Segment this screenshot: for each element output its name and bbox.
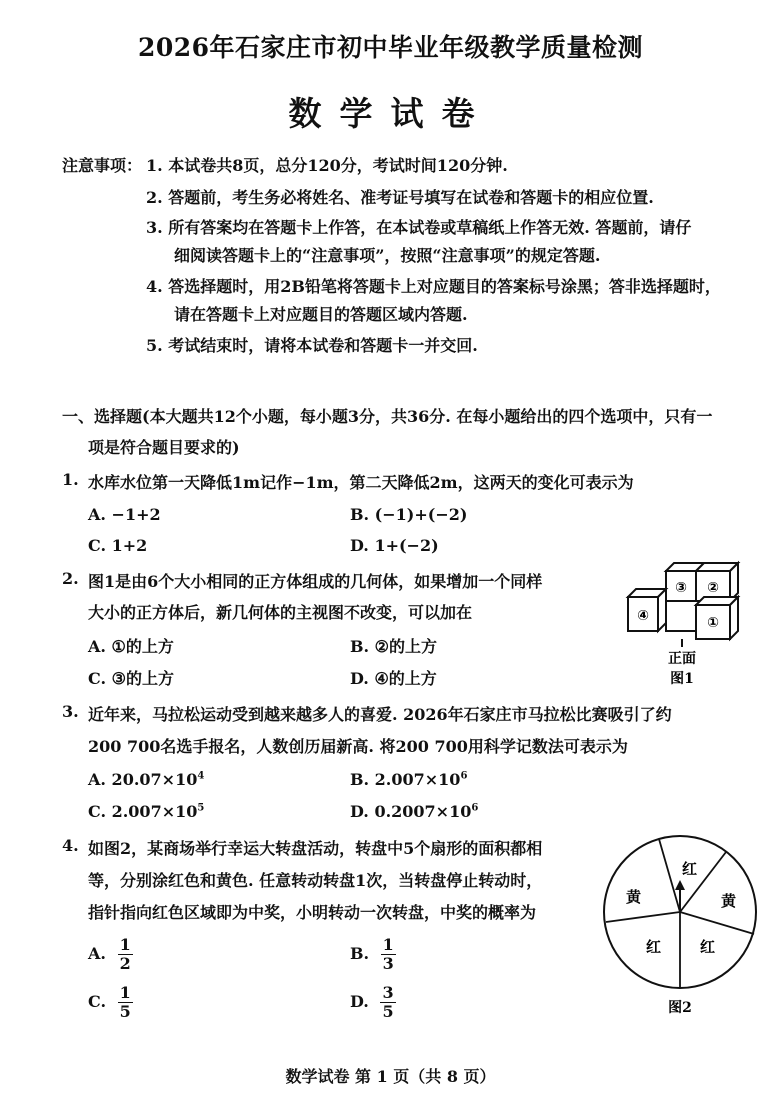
option-d: D. ④的上方 [350, 669, 437, 688]
fraction: $\frac{1}{3}$ [382, 935, 394, 973]
sector-label: 黄 [721, 892, 737, 910]
option-d: D. $0.2007\times 10^6$ [350, 802, 479, 821]
fraction: $\frac{1}{5}$ [119, 983, 131, 1021]
exam-subtitle: 数学试卷 [288, 94, 493, 133]
figure-caption: 图1 [670, 671, 694, 687]
sector-label: 红 [682, 860, 698, 878]
question-text: 如图2，某商场举行幸运大转盘活动，转盘中5个扇形的面积都相 [88, 839, 543, 858]
option-a: A. $20.07\times 10^4$ [88, 770, 205, 789]
question-number: 2. [62, 569, 79, 588]
notice-item: 2. 答题前，考生务必将姓名、准考证号填写在试卷和答题卡的相应位置. [146, 188, 654, 207]
figure-2-spinner [598, 834, 768, 1024]
option-b: B. $\frac{1}{3}$ [350, 935, 394, 973]
notice-item: 4. 答选择题时，用2B铅笔将答题卡上对应题目的答案标号涂黑；答非选择题时， [146, 277, 721, 296]
sector-label: 红 [646, 938, 662, 956]
question-text: 图1是由6个大小相同的正方体组成的几何体，如果增加一个同样 [88, 572, 543, 591]
option-b: B. ②的上方 [350, 637, 438, 656]
question-text: 200 700名选手报名，人数创历届新高. 将200 700用科学记数法可表示为 [88, 737, 628, 756]
notice-label: 注意事项： [62, 156, 143, 175]
figure-caption: 图2 [668, 1000, 692, 1016]
fraction: $\frac{3}{5}$ [382, 983, 394, 1021]
cube-label: ① [707, 615, 719, 631]
cube-label: ② [707, 580, 719, 596]
figure-1-cubes [622, 557, 772, 692]
option-c: C. 1+2 [88, 536, 148, 555]
option-c: C. $\frac{1}{5}$ [88, 983, 131, 1021]
option-a: A. −1+2 [88, 505, 161, 524]
option-d: D. 1+(−2) [350, 536, 439, 555]
cube-label: ④ [637, 608, 649, 624]
notice-item: 细阅读答题卡上的“注意事项”，按照“注意事项”的规定答题. [174, 246, 601, 265]
question-text: 水库水位第一天降低1m记作−1m，第二天降低2m，这两天的变化可表示为 [88, 473, 634, 492]
cube-label: ③ [675, 580, 687, 596]
sector-label: 红 [700, 938, 716, 956]
question-text: 指针指向红色区域即为中奖，小明转动一次转盘，中奖的概率为 [88, 903, 537, 922]
question-text: 近年来，马拉松运动受到越来越多人的喜爱. 2026年石家庄市马拉松比赛吸引了约 [88, 705, 672, 724]
notice-item: 3. 所有答案均在答题卡上作答，在本试卷或草稿纸上作答无效. 答题前，请仔 [146, 218, 692, 237]
option-a: A. $\frac{1}{2}$ [88, 935, 131, 973]
exam-title: 2026年石家庄市初中毕业年级教学质量检测 [137, 33, 644, 62]
option-c: C. $2.007\times 10^5$ [88, 802, 205, 821]
sector-label: 黄 [626, 888, 642, 906]
option-a: A. ①的上方 [88, 637, 174, 656]
section-heading: 一、选择题(本大题共12个小题，每小题3分，共36分. 在每小题给出的四个选项中，只有一 [62, 407, 713, 426]
notice-item: 5. 考试结束时，请将本试卷和答题卡一并交回. [146, 336, 478, 355]
notice-item: 1. 本试卷共8页，总分120分，考试时间120分钟. [146, 156, 508, 175]
fraction: $\frac{1}{2}$ [119, 935, 131, 973]
front-view-label: 正面 [668, 651, 696, 667]
option-c: C. ③的上方 [88, 669, 174, 688]
question-number: 1. [62, 470, 79, 489]
option-d: D. $\frac{3}{5}$ [350, 983, 394, 1021]
question-number: 3. [62, 702, 79, 721]
question-text: 等，分别涂红色和黄色. 任意转动转盘1次，当转盘停止转动时， [88, 871, 543, 890]
question-text: 大小的正方体后，新几何体的主视图不改变，可以加在 [88, 603, 473, 622]
notice-item: 请在答题卡上对应题目的答题区域内答题. [174, 305, 468, 324]
page-footer: 数学试卷 第 1 页（共 8 页） [285, 1067, 496, 1086]
option-b: B. (−1)+(−2) [350, 505, 468, 524]
section-heading-cont: 项是符合题目要求的) [88, 438, 240, 457]
question-number: 4. [62, 836, 79, 855]
option-b: B. $2.007\times 10^6$ [350, 770, 468, 789]
